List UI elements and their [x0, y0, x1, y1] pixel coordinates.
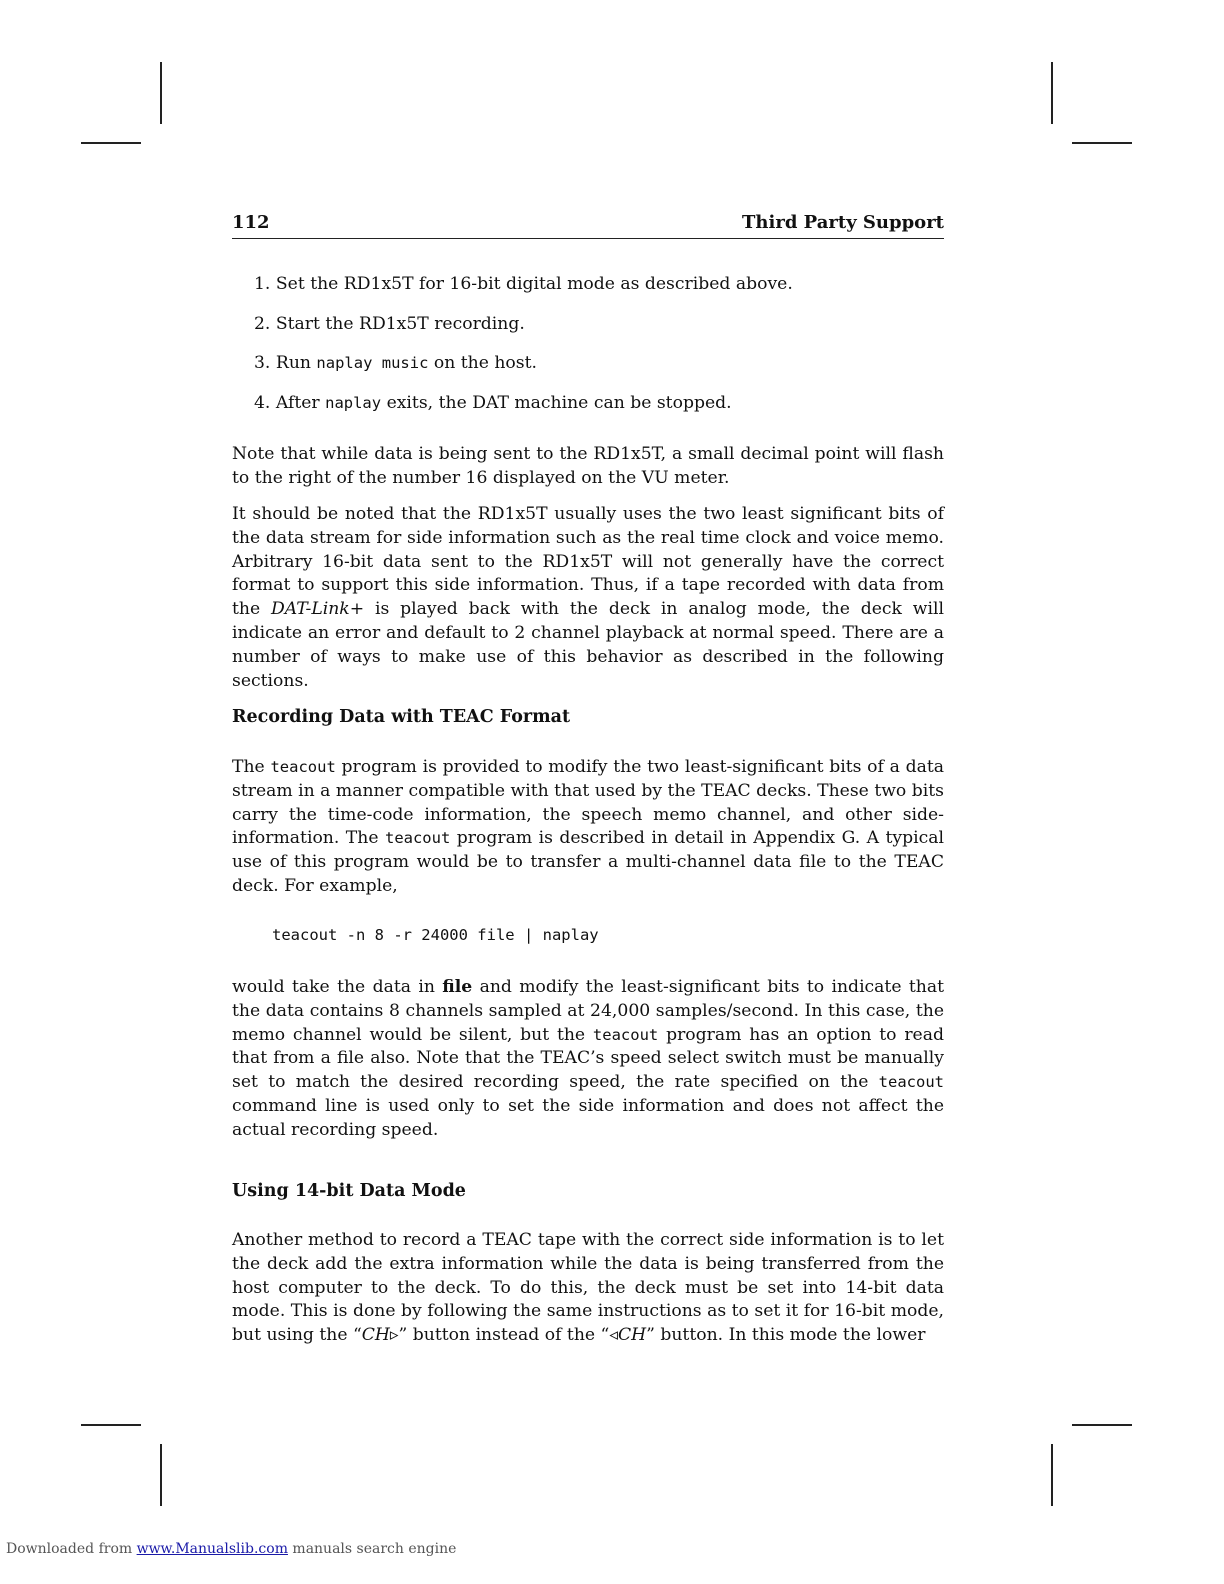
text-run: and modify the least-significant bits to indicate that the data contains 8 channels sampled at 24,000 samples/second. In this case, the memo channel would be silent, but the: [232, 977, 944, 1045]
code-example: teacout -n 8 -r 24000 file | naplay: [272, 926, 599, 944]
text-run: After: [275, 393, 326, 413]
download-footer: [6, 1541, 456, 1557]
italic-term: ◃CH: [609, 1325, 647, 1346]
crop-mark-top-right-vertical: [1051, 62, 1053, 124]
paragraph-14bit-mode: [232, 1229, 944, 1348]
crop-mark-top-right-horizontal: [1072, 142, 1132, 144]
text-run: ” button. In this mode the lower: [646, 1325, 926, 1346]
step-text: [276, 314, 525, 334]
section-heading-14bit-mode: Using 14-bit Data Mode: [232, 1181, 466, 1201]
page-number: 112: [232, 212, 270, 233]
manualslib-link[interactable]: www.Manualslib.com: [136, 1541, 288, 1557]
crop-mark-bottom-left-vertical: [160, 1444, 162, 1506]
list-item: [254, 393, 732, 413]
running-header: [232, 212, 944, 239]
code-term: naplay music: [316, 354, 429, 372]
text-run: Note that while data is being sent to the RD1x5T, a small decimal point will flash to the right of the number 16 displayed on the VU meter.: [232, 444, 944, 488]
paragraph-vu-note: [232, 443, 944, 491]
paragraph-teacout-explanation: [232, 976, 944, 1143]
step-text: [276, 274, 793, 294]
text-run: is played back with the deck in analog mode, the deck will indicate an error and default to 2 channel playback at normal speed. There are a number of ways to make use of this behavior as described in the following sections.: [232, 599, 944, 691]
list-item: [254, 353, 537, 373]
step-text: [276, 393, 732, 413]
crop-mark-bottom-right-vertical: [1051, 1444, 1053, 1506]
text-run: Set the RD1x5T for 16-bit digital mode as described above.: [275, 274, 793, 294]
crop-mark-bottom-left-horizontal: [81, 1424, 141, 1426]
list-item: [254, 314, 525, 334]
text-run: program is described in detail in Appendix G. A typical use of this program would be to transfer a multi-channel data file to the TEAC deck. For example,: [232, 828, 945, 896]
text-run: on the host.: [428, 353, 537, 373]
text-run: ” button instead of the “: [398, 1325, 610, 1346]
code-term: teacout: [592, 1025, 659, 1044]
code-term: teacout: [270, 758, 336, 776]
text-run: Run: [275, 353, 317, 373]
italic-term: CH▹: [361, 1325, 399, 1346]
step-number: 1.: [254, 274, 271, 294]
code-term: teacout: [384, 829, 451, 848]
text-run: Start the RD1x5T recording.: [275, 314, 525, 334]
code-term: naplay: [325, 394, 382, 412]
text-run: would take the data in: [232, 977, 443, 997]
footer-suffix: manuals search engine: [287, 1541, 457, 1557]
text-run: program has an option to read that from a file also. Note that the TEAC’s speed select switch must be manually set to match the desired recording speed, the rate specified on the: [232, 1024, 944, 1093]
list-item: [254, 274, 793, 294]
crop-mark-top-left-vertical: [160, 62, 162, 124]
bold-term: file: [442, 977, 473, 997]
paragraph-teacout-intro: [232, 756, 944, 899]
chapter-title: Third Party Support: [742, 212, 944, 233]
italic-term: DAT-Link+: [271, 599, 365, 620]
step-text: [276, 353, 537, 373]
footer-prefix: Downloaded from: [6, 1541, 137, 1557]
step-number: 3.: [254, 353, 271, 373]
text-run: It should be noted that the RD1x5T usually uses the two least significant bits of the data stream for side information such as the real time clock and voice memo. Arbitrary 16-bit data sent to the RD1x5T will not generally have the correct format to support this side information. Thus, if a tape recorded with data from the: [232, 504, 944, 620]
section-heading-teac-format: Recording Data with TEAC Format: [232, 707, 571, 727]
crop-mark-top-left-horizontal: [81, 142, 141, 144]
text-run: program is provided to modify the two least-significant bits of a data stream in a manner compatible with that used by the TEAC decks. These two bits carry the time-code information, the speech memo channel, and other side-information. The: [232, 757, 945, 849]
text-run: The: [232, 757, 271, 777]
text-run: exits, the DAT machine can be stopped.: [381, 393, 732, 413]
code-term: teacout: [878, 1073, 944, 1092]
text-run: Another method to record a TEAC tape with the correct side information is to let the deck add the extra information while the data is being transferred from the host computer to the deck. To do this, the deck must be set into 14-bit data mode. This is done by following the same instructions as to set it for 16-bit mode, but using the “: [232, 1230, 944, 1346]
paragraph-side-information: [232, 503, 944, 693]
crop-mark-bottom-right-horizontal: [1072, 1424, 1132, 1426]
step-number: 4.: [254, 393, 271, 413]
step-number: 2.: [254, 314, 271, 334]
text-run: command line is used only to set the side information and does not affect the actual recording speed.: [232, 1095, 944, 1140]
